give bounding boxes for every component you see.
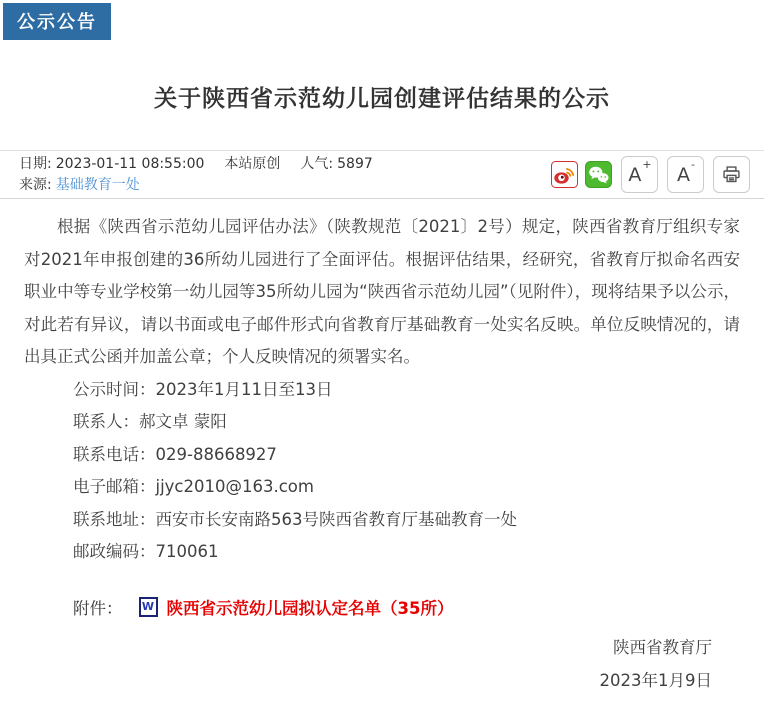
print-button[interactable] xyxy=(713,156,750,193)
category-tag[interactable]: 公示公告 xyxy=(3,3,111,40)
article-body xyxy=(0,211,764,697)
wechat-share-icon[interactable] xyxy=(585,161,612,188)
meta-row-date xyxy=(19,154,373,175)
date-value: 2023-01-11 08:55:00 xyxy=(55,155,205,172)
font-decrease-label: A- xyxy=(677,158,695,186)
font-increase-label: A+ xyxy=(628,158,652,186)
attachment-row xyxy=(73,595,740,619)
views-label: 人气: xyxy=(300,155,334,172)
source-link[interactable]: 基础教育一处 xyxy=(55,176,140,193)
source-label: 来源: xyxy=(19,176,52,193)
detail-email: 电子邮箱：jjyc2010@163.com xyxy=(73,477,314,496)
origin-label: 本站原创 xyxy=(224,155,281,172)
detail-postcode: 邮政编码：710061 xyxy=(73,542,219,561)
detail-contact-person: 联系人：郝文卓 蒙阳 xyxy=(73,412,227,431)
views-value: 5897 xyxy=(337,155,373,172)
signature-org: 陕西省教育厅 xyxy=(613,637,712,657)
signature-block xyxy=(24,631,740,697)
font-increase-button[interactable] xyxy=(621,156,658,193)
announcement-paragraph: 根据《陕西省示范幼儿园评估办法》（陕教规范〔2021〕2号）规定，陕西省教育厅组织专家对2021年申报创建的36所幼儿园进行了全面评估。根据评估结果，经研究，省教育厅拟命名西安职业中等专业学校第一幼儿园等35所幼儿园为“陕西省示范幼儿园”（见附件），现将结果予以公示，对此若有异议，请以书面或电子邮件形式向省教育厅基础教育一处实名反映。单位反映情况的，请出具正式公函并加盖公章；个人反映情况的须署实名。 xyxy=(24,217,740,366)
attachment-label: 附件： xyxy=(73,598,123,618)
font-decrease-button[interactable] xyxy=(667,156,704,193)
page-title: 关于陕西省示范幼儿园创建评估结果的公示 xyxy=(154,86,610,112)
date-label: 日期: xyxy=(19,155,52,172)
meta-info xyxy=(19,154,373,196)
detail-phone: 联系电话：029-88668927 xyxy=(73,444,277,464)
detail-address: 联系地址：西安市长安南路563号陕西省教育厅基础教育一处 xyxy=(73,509,517,529)
attachment-link[interactable]: 陕西省示范幼儿园拟认定名单（35所） xyxy=(166,598,454,618)
contact-details xyxy=(73,374,740,569)
detail-publicity-time: 公示时间：2023年1月11日至13日 xyxy=(73,379,333,399)
printer-icon xyxy=(721,164,742,185)
toolbar xyxy=(544,156,750,193)
meta-row-source xyxy=(19,175,373,196)
signature-date: 2023年1月9日 xyxy=(599,670,712,690)
meta-bar xyxy=(0,150,764,199)
word-doc-icon: W xyxy=(139,597,158,617)
weibo-share-icon[interactable] xyxy=(551,161,578,188)
